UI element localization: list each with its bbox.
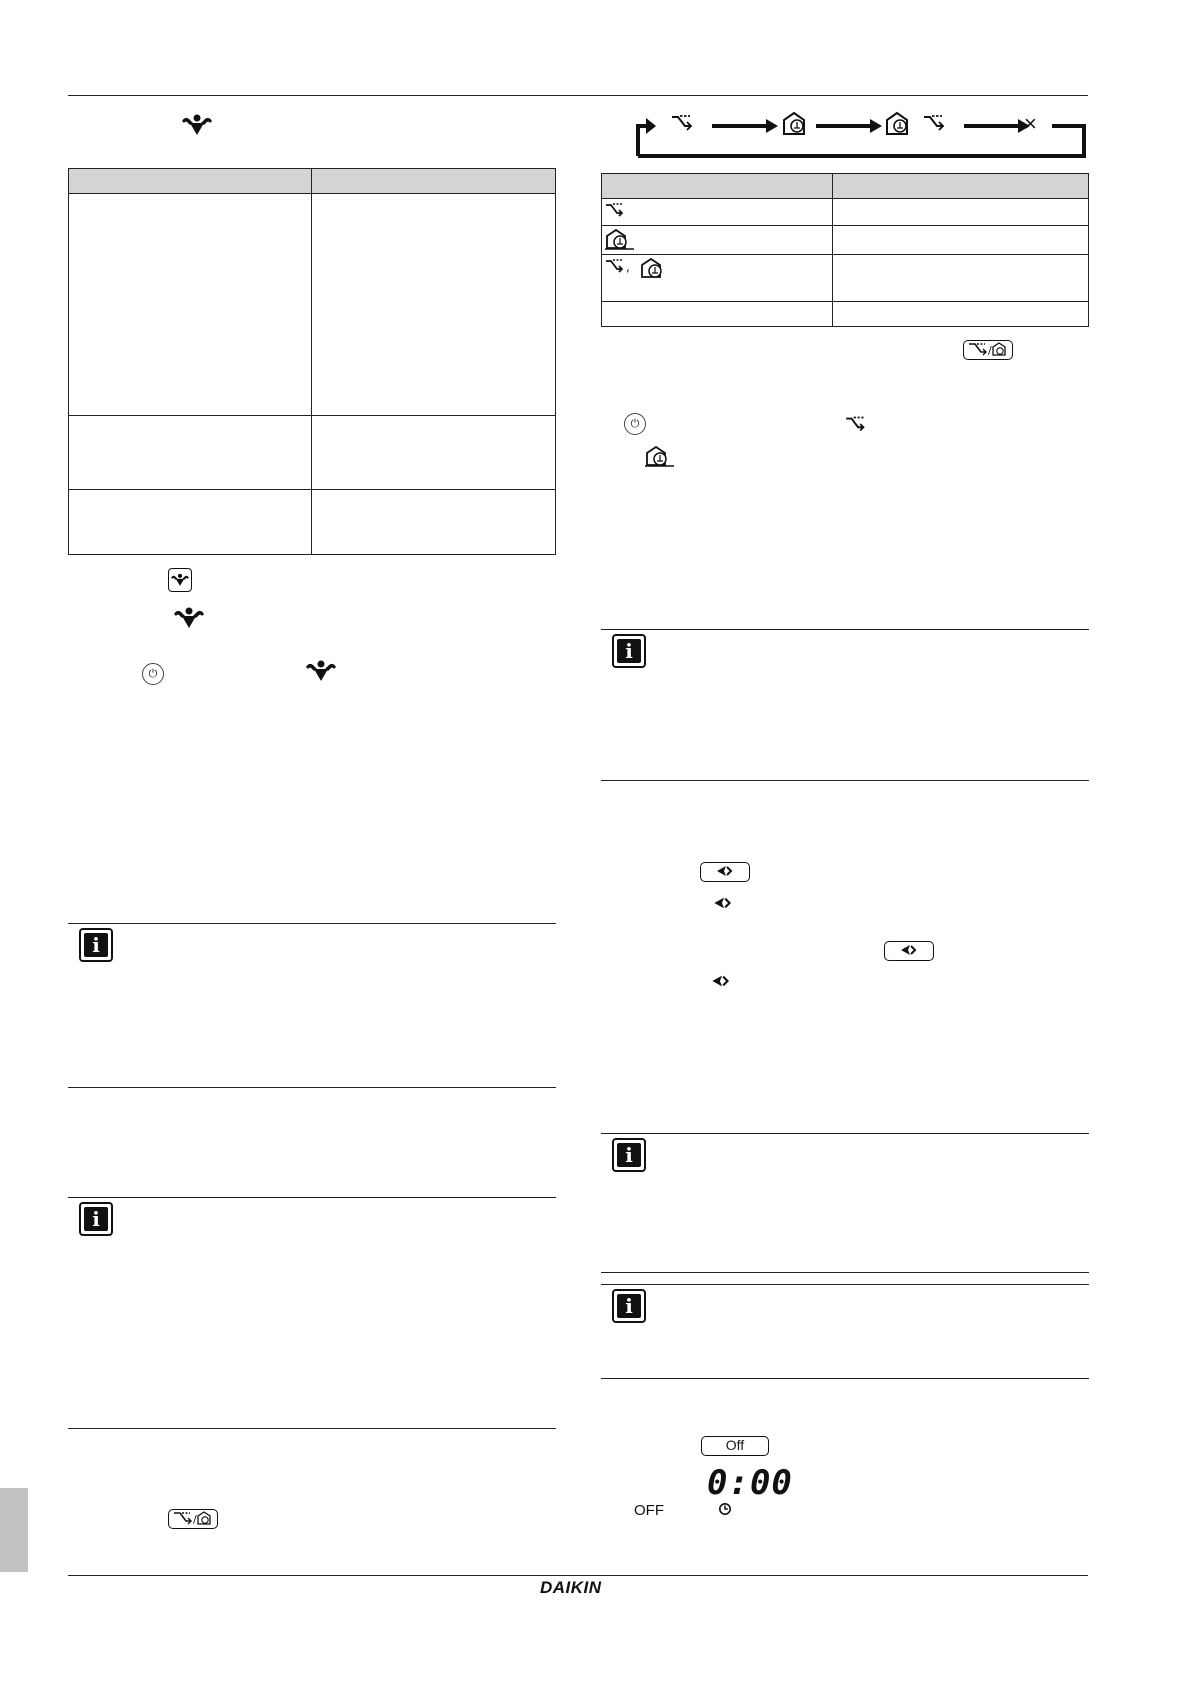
info-icon xyxy=(79,1202,113,1236)
table-row xyxy=(602,199,1089,226)
info-glyph: i xyxy=(84,933,108,957)
timer-clock-icon xyxy=(718,1502,732,1516)
home-leave-icon xyxy=(644,445,676,467)
powerful-button[interactable] xyxy=(168,568,192,592)
info-rule-bottom xyxy=(601,1272,1089,1273)
info-icon xyxy=(612,1138,646,1172)
page-edge-tab xyxy=(0,1488,28,1572)
svg-text:/: / xyxy=(988,344,992,357)
info-rule-bottom xyxy=(601,780,1089,781)
table-cell xyxy=(602,226,833,255)
svg-text:,: , xyxy=(626,260,630,274)
header-rule xyxy=(68,95,1088,96)
table-header-row xyxy=(69,169,556,194)
eco-icon xyxy=(708,972,734,990)
timer-display: 0:00 xyxy=(707,1463,793,1503)
home-leave-icon xyxy=(604,228,636,250)
table-row xyxy=(602,302,1089,327)
table-row xyxy=(69,416,556,490)
setback-icon xyxy=(924,116,943,130)
setback-icon xyxy=(966,341,1010,357)
table-header-cell xyxy=(69,169,312,194)
table-cell xyxy=(312,194,556,416)
table-row xyxy=(69,490,556,555)
info-rule-bottom xyxy=(68,1428,556,1429)
info-rule-top xyxy=(68,923,556,924)
info-icon xyxy=(79,928,113,962)
powerful-icon xyxy=(304,659,338,683)
power-button[interactable]: ⏻ xyxy=(142,663,164,685)
info-glyph: i xyxy=(617,1294,641,1318)
footer-rule xyxy=(68,1575,1088,1576)
info-icon xyxy=(612,634,646,668)
table-header-row xyxy=(602,174,1089,199)
table-cell xyxy=(833,199,1089,226)
setback-icon xyxy=(171,1510,215,1526)
info-rule-bottom xyxy=(601,1378,1089,1379)
cross-icon: × xyxy=(1024,111,1037,136)
table-cell xyxy=(602,302,833,327)
eco-icon xyxy=(897,942,921,958)
powerful-icon xyxy=(170,570,190,590)
table-cell xyxy=(833,302,1089,327)
eco-icon xyxy=(713,863,737,879)
power-button[interactable]: ⏻ xyxy=(624,413,646,435)
eco-button[interactable] xyxy=(700,862,750,882)
table-cell xyxy=(69,490,312,555)
table-cell xyxy=(69,194,312,416)
setback-home-leave-button[interactable] xyxy=(168,1509,218,1529)
setback-icon xyxy=(844,414,870,434)
mode-sequence-diagram xyxy=(632,108,1090,160)
home-leave-icon xyxy=(887,113,907,134)
table-row xyxy=(69,194,556,416)
setback-home-leave-button[interactable] xyxy=(963,340,1013,360)
setback-icon xyxy=(672,116,691,130)
info-rule-bottom xyxy=(68,1087,556,1088)
info-rule-top xyxy=(601,1133,1089,1134)
powerful-icon xyxy=(172,606,206,630)
info-rule-top xyxy=(601,629,1089,630)
eco-button[interactable] xyxy=(884,941,934,961)
off-button[interactable]: Off xyxy=(701,1436,769,1456)
home-leave-icon xyxy=(784,113,804,134)
powerful-icon xyxy=(180,113,214,137)
daikin-logo: DAIKIN xyxy=(540,1578,602,1597)
table-header-cell xyxy=(602,174,833,199)
table-cell xyxy=(602,255,833,302)
info-glyph: i xyxy=(617,1143,641,1167)
info-rule-top xyxy=(601,1284,1089,1285)
mode-icon-table xyxy=(601,173,1089,327)
table-row xyxy=(602,255,1089,302)
table-cell xyxy=(312,416,556,490)
info-rule-top xyxy=(68,1197,556,1198)
setback-icon xyxy=(604,201,628,219)
setback-home-leave-icon xyxy=(604,257,674,281)
table-cell xyxy=(312,490,556,555)
table-cell xyxy=(69,416,312,490)
off-indicator: OFF xyxy=(634,1502,664,1519)
table-cell xyxy=(833,255,1089,302)
table-cell xyxy=(602,199,833,226)
table-header-cell xyxy=(312,169,556,194)
table-row xyxy=(602,226,1089,255)
svg-text:/: / xyxy=(193,1513,197,1526)
table-header-cell xyxy=(833,174,1089,199)
info-icon xyxy=(612,1289,646,1323)
info-glyph: i xyxy=(617,639,641,663)
powerful-mode-table xyxy=(68,168,556,555)
table-cell xyxy=(833,226,1089,255)
eco-icon xyxy=(710,894,736,912)
info-glyph: i xyxy=(84,1207,108,1231)
